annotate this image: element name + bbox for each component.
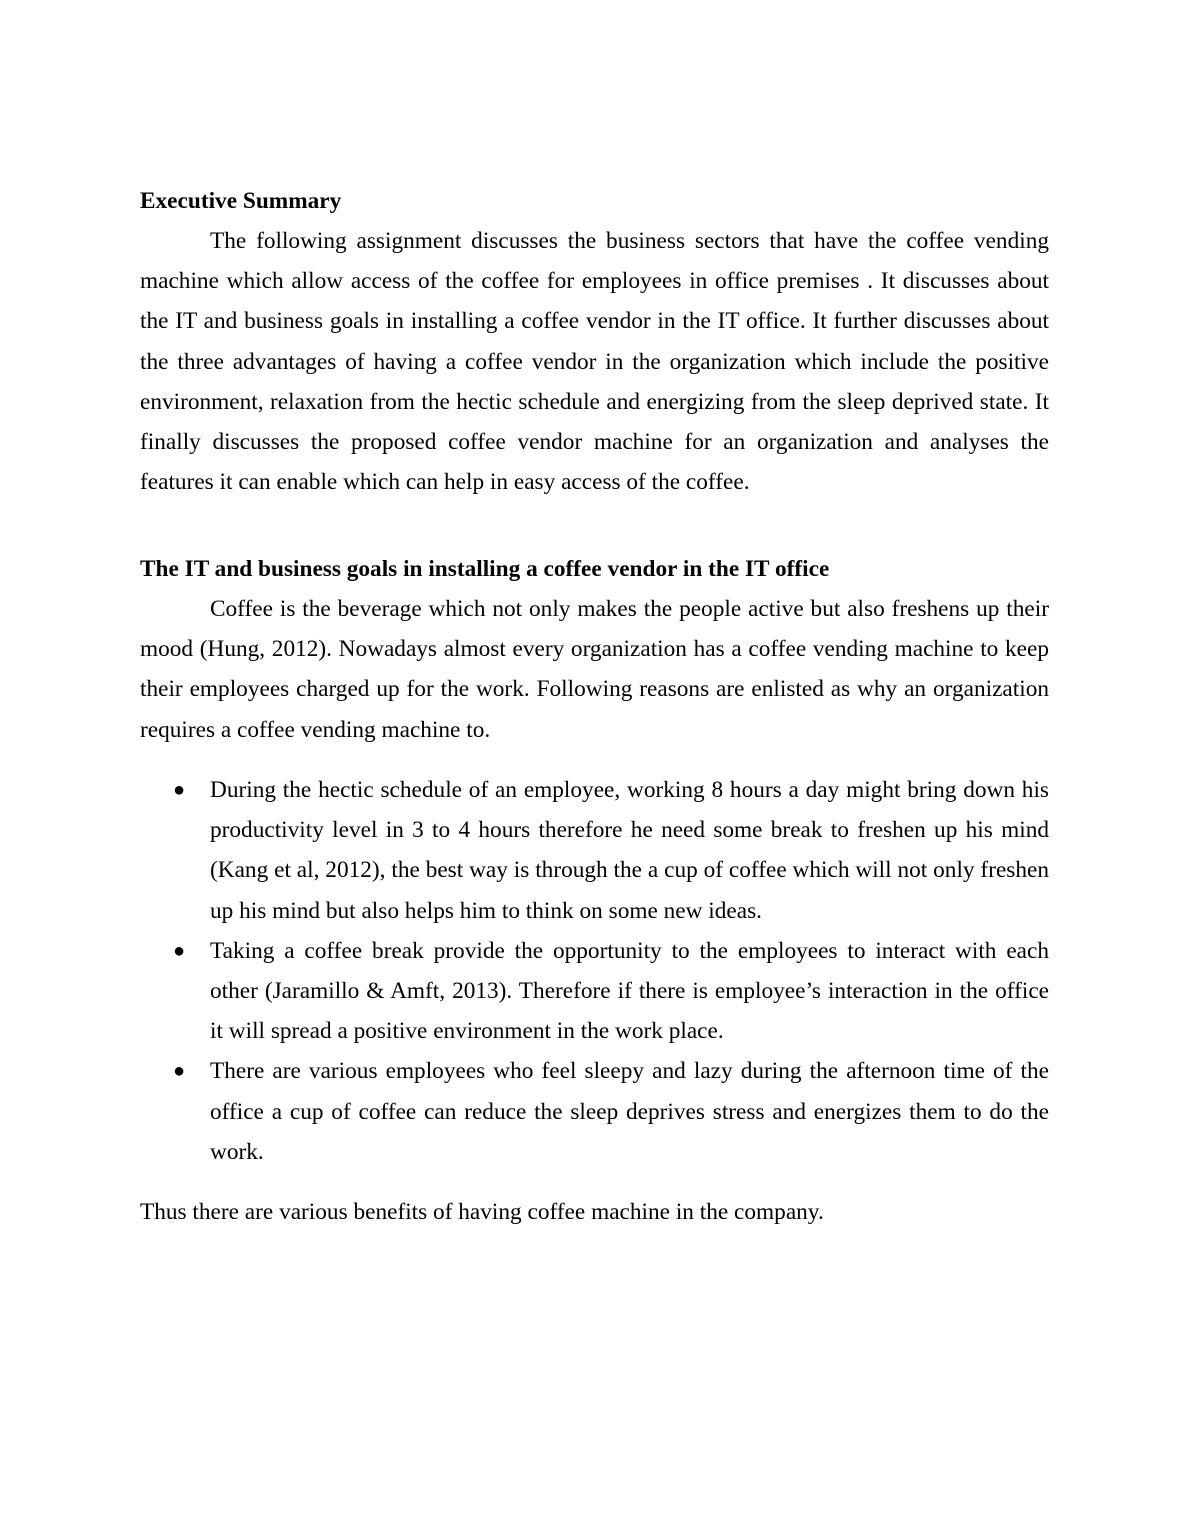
list-item-text: There are various employees who feel sleepy and lazy during the afternoon time of the office a cup of coffee can reduce the sleep deprives stress and energizes them to do the work. — [210, 1058, 1049, 1165]
conclusion-paragraph: Thus there are various benefits of having coffee machine in the company. — [140, 1199, 824, 1225]
list-item-text: Taking a coffee break provide the opportunity to the employees to interact with each other (Jaramillo & Amft, 2013). Therefore if there is employee’s interaction in the office it will spread a positive environment in the work place. — [210, 937, 1049, 1045]
goals-paragraph: Coffee is the beverage which not only makes the people active but also freshens up their mood (Hung, 2012). Nowadays almost every organization has a coffee vending machine to keep their employees charged up for the work. Following reasons are enlisted as why an organization requires a coffee vending machine to. — [140, 596, 1049, 743]
bullet-icon: ● — [173, 1060, 186, 1083]
heading-executive-summary: Executive Summary — [140, 188, 342, 214]
list-item — [140, 1051, 1049, 1172]
heading-it-business-goals: The IT and business goals in installing a coffee vendor in the IT office — [140, 556, 830, 582]
list-item — [140, 931, 1049, 1052]
list-item — [140, 770, 1049, 931]
reasons-list — [140, 770, 1049, 1172]
bullet-icon: ● — [173, 939, 186, 962]
list-item-text: During the hectic schedule of an employee, working 8 hours a day might bring down his productivity level in 3 to 4 hours therefore he need some break to freshen up his mind (Kang et al, 2012), the best way is through the a cup of coffee which will not only freshen up his mind but also helps him to think on some new ideas. — [210, 777, 1049, 924]
executive-summary-paragraph: The following assignment discusses the business sectors that have the coffee vending machine which allow access of the coffee for employees in office premises . It discusses about the IT and business goals in installing a coffee vendor in the IT office. It further discusses about the three advantages of having a coffee vendor in the organization which include the positive environment, relaxation from the hectic schedule and energizing from the sleep deprived state. It finally discusses the proposed coffee vendor machine for an organization and analyses the features it can enable which can help in easy access of the coffee. — [140, 228, 1049, 496]
bullet-icon: ● — [173, 779, 186, 801]
